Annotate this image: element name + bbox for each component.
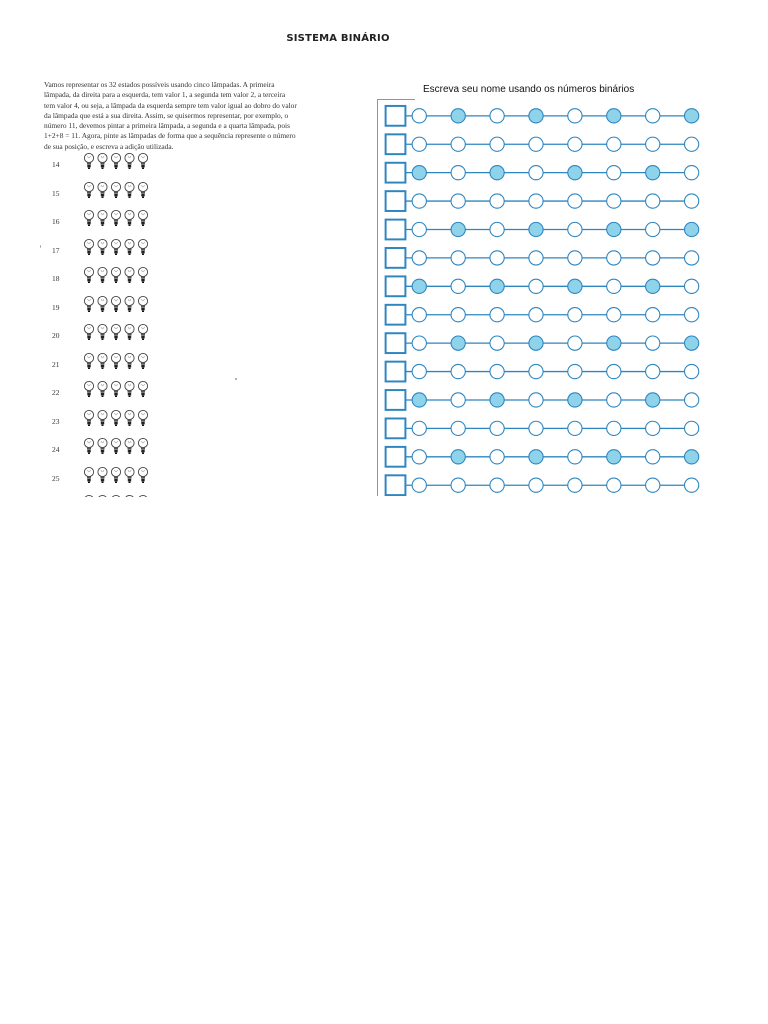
bit-circle-filled[interactable]: [646, 166, 660, 180]
bit-circle-empty[interactable]: [684, 166, 698, 180]
bulb-row-partial: [40, 494, 160, 497]
bulb-group: [80, 494, 150, 497]
lightbulb-icon[interactable]: [138, 182, 147, 198]
bit-circle-empty[interactable]: [490, 421, 504, 435]
bit-circle-empty[interactable]: [529, 251, 543, 265]
bulb-row-number: 22: [52, 388, 60, 397]
bit-circle-empty[interactable]: [607, 308, 621, 322]
bulb-group: [80, 437, 150, 457]
bit-circle-filled[interactable]: [568, 393, 582, 407]
bit-circle-empty[interactable]: [684, 137, 698, 151]
bit-circle-empty[interactable]: [529, 194, 543, 208]
lightbulb-icon[interactable]: [111, 153, 120, 169]
bit-circle-empty[interactable]: [568, 137, 582, 151]
lightbulb-icon[interactable]: [84, 438, 93, 454]
lightbulb-icon[interactable]: [84, 210, 93, 226]
lightbulb-icon[interactable]: [111, 182, 120, 198]
lightbulb-icon[interactable]: [98, 438, 107, 454]
bit-circle-empty[interactable]: [607, 364, 621, 378]
bit-circle-empty[interactable]: [684, 279, 698, 293]
lightbulb-icon[interactable]: [98, 353, 107, 369]
bit-circle-empty[interactable]: [568, 109, 582, 123]
bit-circle-empty[interactable]: [451, 364, 465, 378]
bit-circle-empty[interactable]: [646, 450, 660, 464]
bit-circle-filled[interactable]: [684, 450, 698, 464]
lightbulb-icon[interactable]: [138, 324, 147, 340]
binary-row: [386, 362, 699, 382]
section-divider-vertical: [377, 99, 378, 496]
bit-circle-empty[interactable]: [646, 478, 660, 492]
bit-circle-empty[interactable]: [412, 308, 426, 322]
bulb-set: [80, 323, 150, 348]
bit-circle-empty[interactable]: [646, 222, 660, 236]
bulb-row-number: 18: [52, 274, 60, 283]
intro-text: [44, 80, 366, 152]
bit-circle-filled[interactable]: [684, 222, 698, 236]
bit-circle-filled[interactable]: [451, 450, 465, 464]
scan-speck: [235, 378, 237, 380]
bit-circle-empty[interactable]: [412, 450, 426, 464]
bit-circle-empty[interactable]: [529, 166, 543, 180]
bit-circle-filled[interactable]: [529, 222, 543, 236]
bit-circle-filled[interactable]: [529, 109, 543, 123]
bit-circle-empty[interactable]: [646, 421, 660, 435]
binary-row: [386, 305, 699, 325]
bit-circle-filled[interactable]: [412, 279, 426, 293]
bulb-set: [80, 295, 150, 320]
lightbulb-icon[interactable]: [111, 467, 120, 483]
bulb-row: [40, 238, 160, 264]
bit-circle-empty[interactable]: [568, 222, 582, 236]
bit-circle-empty[interactable]: [451, 194, 465, 208]
bulb-row: [40, 352, 160, 378]
lightbulb-icon[interactable]: [111, 495, 120, 497]
bulb-set: [80, 181, 150, 206]
bit-circle-filled[interactable]: [684, 109, 698, 123]
bit-circle-empty[interactable]: [607, 393, 621, 407]
bit-circle-empty[interactable]: [490, 336, 504, 350]
binary-row: [386, 106, 699, 126]
lightbulb-icon[interactable]: [111, 210, 120, 226]
bulb-set: [80, 380, 150, 405]
bulb-group: [80, 380, 150, 400]
bit-circle-empty[interactable]: [490, 222, 504, 236]
intro-line: lâmpada, da direita para a esquerda, tem valor 1, a segunda tem valor 2, a terceira: [44, 90, 286, 100]
lightbulb-icon[interactable]: [138, 438, 147, 454]
bit-circle-empty[interactable]: [607, 194, 621, 208]
bit-circle-filled[interactable]: [568, 166, 582, 180]
bit-circle-empty[interactable]: [529, 421, 543, 435]
bit-circle-empty[interactable]: [568, 478, 582, 492]
lightbulb-icon[interactable]: [125, 438, 134, 454]
bit-circle-empty[interactable]: [568, 251, 582, 265]
bulb-group: [80, 152, 150, 172]
letter-box[interactable]: [386, 276, 406, 296]
bit-circle-empty[interactable]: [646, 364, 660, 378]
bit-circle-empty[interactable]: [607, 279, 621, 293]
bit-circle-empty[interactable]: [529, 478, 543, 492]
lightbulb-icon[interactable]: [84, 324, 93, 340]
bit-circle-empty[interactable]: [490, 364, 504, 378]
bit-circle-empty[interactable]: [568, 450, 582, 464]
bulb-set: [80, 409, 150, 434]
bulb-row-number: 21: [52, 359, 60, 369]
bulb-group: [80, 181, 150, 201]
bulb-set: [80, 437, 150, 462]
lightbulb-icon[interactable]: [84, 296, 93, 312]
lightbulb-icon[interactable]: [98, 381, 107, 397]
binary-row: [386, 163, 699, 183]
binary-name-instruction: Escreva seu nome usando os números binários: [423, 84, 635, 95]
bit-circle-empty[interactable]: [684, 478, 698, 492]
scan-speck: [40, 245, 41, 248]
bulb-row: [40, 209, 160, 235]
bulb-row-number: 19: [52, 302, 60, 312]
bit-circle-empty[interactable]: [646, 308, 660, 322]
bit-circle-empty[interactable]: [451, 251, 465, 265]
bit-circle-empty[interactable]: [451, 393, 465, 407]
lightbulb-icon[interactable]: [138, 239, 147, 255]
bit-circle-filled[interactable]: [490, 393, 504, 407]
bit-circle-empty[interactable]: [412, 194, 426, 208]
letter-box[interactable]: [386, 362, 406, 382]
lightbulb-icon[interactable]: [111, 438, 120, 454]
binary-row: [386, 276, 699, 296]
lightbulb-icon[interactable]: [125, 153, 134, 169]
bulb-group: [80, 266, 150, 286]
bulb-set: [80, 494, 150, 497]
bulb-group: [80, 352, 150, 372]
bit-circle-empty[interactable]: [568, 336, 582, 350]
bulb-row: [40, 152, 160, 178]
bulb-set: [80, 152, 150, 177]
bit-circle-filled[interactable]: [607, 336, 621, 350]
bit-circle-empty[interactable]: [607, 137, 621, 151]
bit-circle-empty[interactable]: [529, 279, 543, 293]
lightbulb-icon[interactable]: [138, 153, 147, 169]
binary-row: [386, 390, 699, 410]
bit-circle-empty[interactable]: [646, 336, 660, 350]
bit-circle-empty[interactable]: [490, 109, 504, 123]
binary-row: [386, 191, 699, 211]
letter-box[interactable]: [386, 248, 406, 268]
bulb-set: [80, 466, 150, 491]
lightbulb-icon[interactable]: [111, 267, 120, 283]
bulb-set: [80, 352, 150, 377]
bit-circle-empty[interactable]: [529, 137, 543, 151]
bit-circle-empty[interactable]: [529, 364, 543, 378]
bit-circle-filled[interactable]: [607, 450, 621, 464]
lightbulb-icon[interactable]: [98, 267, 107, 283]
lightbulb-icon[interactable]: [98, 495, 107, 497]
bulb-row: [40, 409, 160, 435]
lightbulb-icon[interactable]: [98, 324, 107, 340]
bit-circle-empty[interactable]: [646, 109, 660, 123]
lightbulb-icon[interactable]: [111, 324, 120, 340]
lightbulb-icon[interactable]: [84, 153, 93, 169]
lightbulb-icon[interactable]: [138, 296, 147, 312]
lightbulb-icon[interactable]: [111, 410, 120, 426]
bit-circle-empty[interactable]: [684, 308, 698, 322]
bulb-row-number: 25: [52, 473, 60, 483]
binary-row: [386, 248, 699, 268]
bit-circle-filled[interactable]: [646, 279, 660, 293]
bit-circle-filled[interactable]: [412, 166, 426, 180]
bit-circle-filled[interactable]: [646, 393, 660, 407]
letter-box[interactable]: [386, 106, 406, 126]
bit-circle-filled[interactable]: [451, 222, 465, 236]
bulb-exercise-list: [40, 152, 160, 497]
lightbulb-icon[interactable]: [125, 182, 134, 198]
lightbulb-icon[interactable]: [98, 410, 107, 426]
bit-circle-empty[interactable]: [412, 478, 426, 492]
letter-box[interactable]: [386, 418, 406, 438]
bit-circle-filled[interactable]: [568, 279, 582, 293]
binary-row: [386, 333, 699, 353]
bit-circle-empty[interactable]: [451, 308, 465, 322]
bit-circle-empty[interactable]: [490, 137, 504, 151]
lightbulb-icon[interactable]: [98, 239, 107, 255]
bit-circle-empty[interactable]: [684, 251, 698, 265]
bit-circle-empty[interactable]: [490, 478, 504, 492]
letter-box[interactable]: [386, 163, 406, 183]
binary-row: [386, 475, 699, 495]
bit-circle-filled[interactable]: [490, 166, 504, 180]
bulb-row-number: 20: [52, 331, 60, 340]
bit-circle-empty[interactable]: [684, 421, 698, 435]
bulb-row-number: 15: [52, 188, 60, 198]
bulb-row-number: 14: [52, 160, 60, 169]
bulb-group: [80, 466, 150, 486]
lightbulb-icon[interactable]: [84, 410, 93, 426]
letter-box[interactable]: [386, 333, 406, 353]
lightbulb-icon[interactable]: [125, 239, 134, 255]
lightbulb-icon[interactable]: [84, 182, 93, 198]
bit-circle-empty[interactable]: [607, 251, 621, 265]
lightbulb-icon[interactable]: [138, 495, 147, 497]
bit-circle-empty[interactable]: [451, 279, 465, 293]
bit-circle-empty[interactable]: [451, 478, 465, 492]
bit-circle-empty[interactable]: [646, 251, 660, 265]
intro-line: tem valor 4, ou seja, a lâmpada da esquerda sempre tem valor igual ao dobro do valor: [44, 100, 297, 110]
lightbulb-icon[interactable]: [111, 353, 120, 369]
intro-line: Vamos representar os 32 estados possíveis usando cinco lâmpadas. A primeira: [44, 80, 275, 89]
bulb-row: [40, 323, 160, 349]
lightbulb-icon[interactable]: [98, 210, 107, 226]
bit-circle-empty[interactable]: [490, 450, 504, 464]
bulb-row: [40, 295, 160, 321]
lightbulb-icon[interactable]: [84, 267, 93, 283]
bit-circle-empty[interactable]: [684, 364, 698, 378]
binary-row: [386, 134, 699, 154]
bit-circle-empty[interactable]: [607, 421, 621, 435]
lightbulb-icon[interactable]: [98, 153, 107, 169]
bit-circle-filled[interactable]: [451, 336, 465, 350]
bulb-set: [80, 266, 150, 291]
binary-grid: [380, 100, 710, 496]
bit-circle-empty[interactable]: [451, 137, 465, 151]
lightbulb-icon[interactable]: [98, 182, 107, 198]
lightbulb-icon[interactable]: [138, 210, 147, 226]
letter-box[interactable]: [386, 134, 406, 154]
bulb-row-number: 16: [52, 217, 60, 226]
lightbulb-icon[interactable]: [84, 239, 93, 255]
letter-box[interactable]: [386, 220, 406, 240]
bit-circle-filled[interactable]: [684, 336, 698, 350]
letter-box[interactable]: [386, 191, 406, 211]
bulb-set: [80, 209, 150, 234]
intro-line: número 11, devemos pintar a primeira lâmpada, a segunda e a quarta lâmpada, pois: [44, 121, 290, 131]
lightbulb-icon[interactable]: [125, 324, 134, 340]
lightbulb-icon[interactable]: [125, 410, 134, 426]
lightbulb-icon[interactable]: [125, 296, 134, 312]
binary-row: [386, 418, 699, 438]
bulb-row: [40, 437, 160, 463]
bit-circle-empty[interactable]: [412, 421, 426, 435]
bit-circle-empty[interactable]: [490, 308, 504, 322]
bulb-row-number: 24: [52, 445, 60, 454]
binary-row: [386, 447, 699, 467]
lightbulb-icon[interactable]: [111, 239, 120, 255]
bulb-row-number: 23: [52, 416, 60, 426]
lightbulb-icon[interactable]: [98, 296, 107, 312]
bulb-group: [80, 238, 150, 258]
letter-box[interactable]: [386, 305, 406, 325]
lightbulb-icon[interactable]: [138, 467, 147, 483]
bit-circle-empty[interactable]: [412, 222, 426, 236]
bit-circle-empty[interactable]: [412, 109, 426, 123]
bulb-row-number: 17: [52, 245, 60, 255]
bit-circle-empty[interactable]: [412, 137, 426, 151]
bulb-group: [80, 295, 150, 315]
bit-circle-empty[interactable]: [568, 308, 582, 322]
letter-box[interactable]: [386, 475, 406, 495]
intro-line: de sua posição, e escreva a adição utilizada.: [44, 141, 174, 151]
bit-circle-filled[interactable]: [529, 450, 543, 464]
lightbulb-icon[interactable]: [84, 381, 93, 397]
bit-circle-empty[interactable]: [607, 166, 621, 180]
bit-circle-empty[interactable]: [490, 194, 504, 208]
bit-circle-empty[interactable]: [568, 364, 582, 378]
intro-line: 1+2+8 = 11. Agora, pinte as lâmpadas de forma que a sequência represente o número: [44, 131, 296, 141]
binary-row: [386, 220, 699, 240]
bulb-group: [80, 323, 150, 343]
lightbulb-icon[interactable]: [125, 353, 134, 369]
bit-circle-filled[interactable]: [529, 336, 543, 350]
lightbulb-icon[interactable]: [98, 467, 107, 483]
bit-circle-empty[interactable]: [607, 478, 621, 492]
bit-circle-empty[interactable]: [684, 393, 698, 407]
bulb-row: [40, 266, 160, 292]
lightbulb-icon[interactable]: [84, 495, 93, 497]
bit-circle-filled[interactable]: [412, 393, 426, 407]
lightbulb-icon[interactable]: [125, 267, 134, 283]
lightbulb-icon[interactable]: [138, 410, 147, 426]
letter-box[interactable]: [386, 447, 406, 467]
bit-circle-empty[interactable]: [412, 364, 426, 378]
bit-circle-empty[interactable]: [451, 166, 465, 180]
lightbulb-icon[interactable]: [125, 467, 134, 483]
bulb-set: [80, 238, 150, 263]
lightbulb-icon[interactable]: [125, 495, 134, 497]
intro-line: da lâmpada que está a sua direita. Assim, se quisermos representar, por exemplo, o: [44, 110, 289, 120]
page-title: SISTEMA BINÁRIO: [286, 33, 390, 44]
bit-circle-filled[interactable]: [607, 109, 621, 123]
lightbulb-icon[interactable]: [138, 267, 147, 283]
bit-circle-empty[interactable]: [451, 421, 465, 435]
bulb-group: [80, 409, 150, 429]
bit-circle-filled[interactable]: [490, 279, 504, 293]
bit-circle-empty[interactable]: [490, 251, 504, 265]
bulb-row: [40, 380, 160, 406]
bit-circle-empty[interactable]: [412, 336, 426, 350]
bit-circle-filled[interactable]: [451, 109, 465, 123]
bulb-row: [40, 181, 160, 207]
bit-circle-empty[interactable]: [646, 137, 660, 151]
bit-circle-empty[interactable]: [568, 421, 582, 435]
bit-circle-empty[interactable]: [684, 194, 698, 208]
bit-circle-empty[interactable]: [568, 194, 582, 208]
bit-circle-filled[interactable]: [607, 222, 621, 236]
lightbulb-icon[interactable]: [138, 381, 147, 397]
bit-circle-empty[interactable]: [412, 251, 426, 265]
bulb-group: [80, 209, 150, 229]
bit-circle-empty[interactable]: [646, 194, 660, 208]
bit-circle-empty[interactable]: [529, 393, 543, 407]
lightbulb-icon[interactable]: [111, 381, 120, 397]
letter-box[interactable]: [386, 390, 406, 410]
lightbulb-icon[interactable]: [111, 296, 120, 312]
lightbulb-icon[interactable]: [84, 467, 93, 483]
lightbulb-icon[interactable]: [138, 353, 147, 369]
lightbulb-icon[interactable]: [125, 381, 134, 397]
lightbulb-icon[interactable]: [84, 353, 93, 369]
lightbulb-icon[interactable]: [125, 210, 134, 226]
bit-circle-empty[interactable]: [529, 308, 543, 322]
bulb-row: [40, 466, 160, 492]
